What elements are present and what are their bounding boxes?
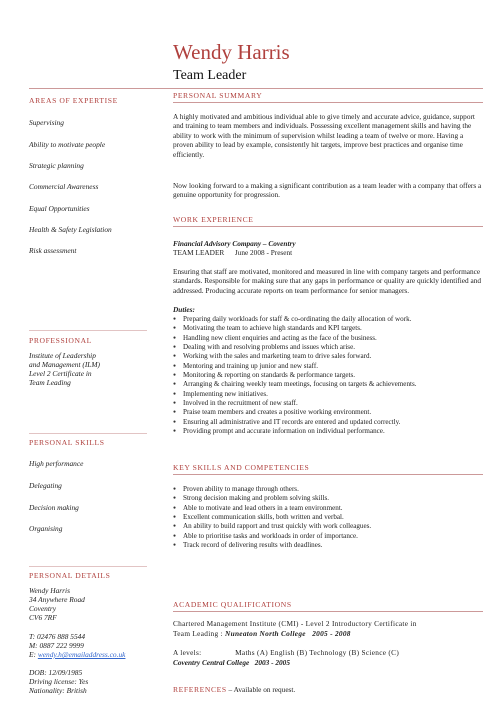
college-name: Nuneaton North College — [225, 629, 306, 638]
references-heading: REFERENCES — [173, 685, 227, 694]
cmi-college-row: Team Leading : Nuneaton North College 2005 - 2008 — [173, 629, 351, 638]
expertise-item: Strategic planning — [29, 161, 84, 170]
list-item: ● Working with the sales and marketing team to drive sales forward. — [173, 352, 488, 361]
section-rule — [173, 474, 483, 475]
left-divider — [29, 566, 147, 567]
candidate-name: Wendy Harris — [173, 40, 290, 64]
email-label: E: — [29, 650, 36, 659]
list-item: ● Ensuring all administrative and IT records are entered and updated correctly. — [173, 418, 488, 427]
list-item: ● Monitoring & reporting on standards & performance targets. — [173, 371, 488, 380]
professional-heading: PROFESSIONAL — [29, 336, 92, 345]
list-item: ● Motivating the team to achieve high standards and KPI targets. — [173, 324, 488, 333]
skills-list — [173, 485, 488, 550]
list-item: ● Mentoring and training up junior and new staff. — [173, 362, 488, 371]
duties-label: Duties: — [173, 305, 195, 314]
personal-skill-item: Decision making — [29, 503, 79, 512]
section-rule — [173, 611, 483, 612]
list-item: ● Praise team members and creates a positive working environment. — [173, 408, 488, 417]
qualification-subject: Team Leading — [173, 629, 219, 638]
section-rule — [173, 226, 483, 227]
left-divider — [29, 330, 147, 331]
list-item: ● Implementing new initiatives. — [173, 390, 488, 399]
employment-dates: June 2008 - Present — [234, 248, 293, 257]
list-item: ● Dealing with and resolving problems and issues which arise. — [173, 343, 488, 352]
expertise-item: Equal Opportunities — [29, 204, 90, 213]
expertise-item: Supervising — [29, 118, 64, 127]
date-of-birth: DOB: 12/09/1985 — [29, 668, 83, 677]
professional-line: and Management (ILM) — [29, 360, 101, 369]
personal-details-heading: PERSONAL DETAILS — [29, 571, 111, 580]
expertise-item: Ability to motivate people — [29, 140, 106, 149]
cmi-qualification: Chartered Management Institute (CMI) - Level 2 Introductory Certificate in — [173, 619, 417, 628]
a-levels-row — [173, 648, 399, 657]
list-item: ● Arranging & chairing weekly team meetings, focusing on targets & achievements. — [173, 380, 488, 389]
college-dates: 2003 - 2005 — [254, 658, 290, 667]
summary-paragraph: A highly motivated and ambitious individual able to give timely and accurate advice, guidance, support and training to team members and individuals. Possessing excellent management skills and having the ability to work with the minimum of supervision whilst leading a team of twelve or more. Having a proven ability to lead by example, consistently hit targets, improve best practices and organise time efficiently. — [173, 112, 475, 159]
work-intro: Ensuring that staff are motivated, monitored and measured in line with company targets and performance standards. Responsible for making sure that any gaps in performance or quality are quickly identified and addressed. Producing accurate reports on team performance for senior managers. — [173, 267, 482, 295]
expertise-item: Risk assessment — [29, 246, 77, 255]
professional-line: Institute of Leadership — [29, 351, 96, 360]
a-levels-label: A levels: — [173, 648, 202, 657]
personal-skill-item: Delegating — [29, 481, 62, 490]
references-text: – Available on request. — [228, 685, 296, 694]
list-item: ● Proven ability to manage through others. — [173, 485, 488, 494]
list-item: ● Strong decision making and problem solving skills. — [173, 494, 488, 503]
college-dates: 2005 - 2008 — [312, 629, 351, 638]
personal-skill-item: High performance — [29, 459, 84, 468]
college-name: Coventry Central College — [173, 658, 250, 667]
address-line: Wendy Harris — [29, 586, 70, 595]
academic-heading: ACADEMIC QUALIFICATIONS — [173, 600, 292, 609]
email-link[interactable]: wendy.h@emailaddress.co.uk — [37, 650, 126, 659]
position-title: TEAM LEADER — [173, 248, 225, 257]
section-rule — [173, 102, 483, 103]
duties-list — [173, 315, 488, 436]
list-item: ● An ability to build rapport and trust quickly with work colleagues. — [173, 522, 488, 531]
email-row — [29, 650, 125, 659]
expertise-item: Commercial Awareness — [29, 182, 99, 191]
areas-of-expertise-heading: AREAS OF EXPERTISE — [29, 96, 118, 105]
address-line: Coventry — [29, 604, 57, 613]
driving-license: Driving license: Yes — [29, 677, 89, 686]
personal-skills-heading: PERSONAL SKILLS — [29, 438, 105, 447]
list-item: ● Handling new client enquiries and acting as the face of the business. — [173, 334, 488, 343]
key-skills-heading: KEY SKILLS AND COMPETENCIES — [173, 463, 310, 472]
expertise-item: Health & Safety Legislation — [29, 225, 112, 234]
references-row — [173, 685, 295, 694]
professional-line: Team Leading — [29, 378, 71, 387]
company-name: Financial Advisory Company – Coventry — [173, 239, 296, 248]
address-line: 34 Anywhere Road — [29, 595, 85, 604]
position-row — [173, 248, 292, 257]
address-line: CV6 7RF — [29, 613, 57, 622]
list-item: ● Track record of delivering results with deadlines. — [173, 541, 488, 550]
a-levels-college-row — [173, 658, 290, 667]
list-item: ● Excellent communication skills, both written and verbal. — [173, 513, 488, 522]
list-item: ● Able to motivate and lead others in a team environment. — [173, 504, 488, 513]
nationality: Nationality: British — [29, 686, 87, 695]
header-rule — [29, 88, 483, 89]
work-experience-heading: WORK EXPERIENCE — [173, 215, 254, 224]
list-item: ● Able to prioritise tasks and workloads in order of importance. — [173, 532, 488, 541]
job-title: Team Leader — [173, 68, 247, 83]
personal-summary-heading: PERSONAL SUMMARY — [173, 91, 263, 100]
personal-skill-item: Organising — [29, 524, 63, 533]
list-item: ● Preparing daily workloads for staff & co-ordinating the daily allocation of work. — [173, 315, 488, 324]
professional-line: Level 2 Certificate in — [29, 369, 92, 378]
list-item: ● Involved in the recruitment of new staff. — [173, 399, 488, 408]
mobile: M: 0887 222 9999 — [29, 641, 84, 650]
list-item: ● Providing prompt and accurate information on individual performance. — [173, 427, 488, 436]
a-levels-subjects: Maths (A) English (B) Technology (B) Science (C) — [235, 648, 400, 657]
summary-paragraph: Now looking forward to a making a significant contribution as a team leader with a company that offers a genuine opportunity for progression. — [173, 181, 482, 200]
telephone: T: 02476 888 5544 — [29, 632, 86, 641]
left-divider — [29, 433, 147, 434]
